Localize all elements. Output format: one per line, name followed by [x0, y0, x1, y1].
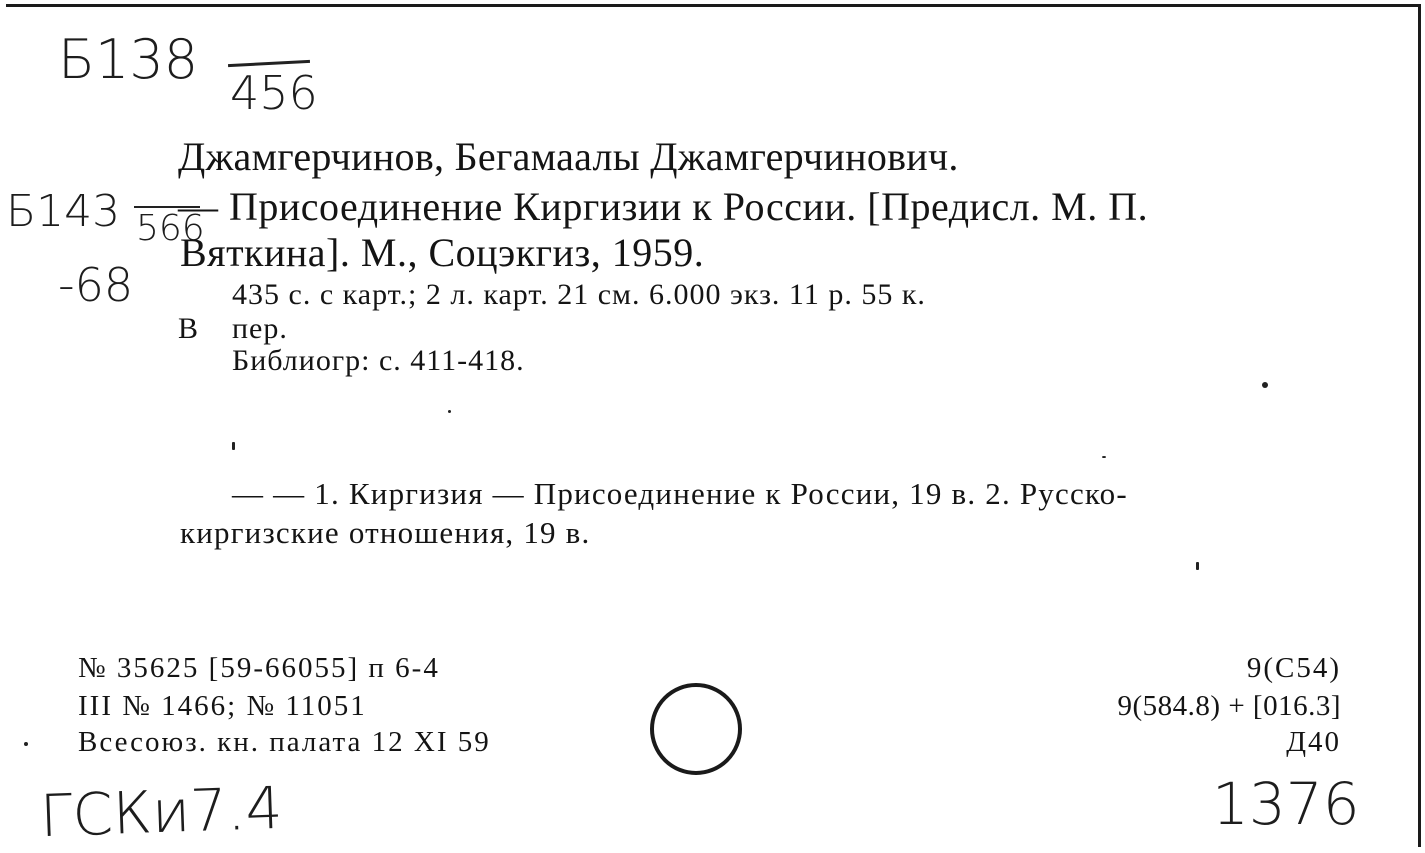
- scan-speck: [24, 742, 28, 746]
- scan-speck: [1102, 456, 1106, 458]
- author-mark: Д40: [1286, 726, 1341, 758]
- title-line-2: Вяткина]. М., Соцэкгиз, 1959.: [180, 230, 705, 275]
- scan-speck: [1196, 562, 1199, 570]
- handwritten-shelfmark-top-denominator: 456: [230, 66, 318, 120]
- title-line-1: — Присоединение Киргизии к России. [Предисл. М. П.: [178, 184, 1149, 229]
- subjects-line-2: киргизские отношения, 19 в.: [180, 515, 591, 550]
- handwritten-shelfmark-side: Б143: [6, 186, 121, 237]
- binding-prefix: В: [178, 312, 200, 345]
- handwritten-shelfmark-side-suffix: -68: [58, 258, 134, 312]
- subjects-line-1: — — 1. Киргизия — Присоединение к России, 19 в. 2. Русско-: [232, 476, 1128, 511]
- bibliography-note: Библиогр: с. 411-418.: [232, 344, 525, 377]
- footer-registry-number: № 35625 [59-66055] п 6-4: [78, 652, 440, 684]
- footer-chamber: Всесоюз. кн. палата 12 XI 59: [78, 726, 491, 758]
- author-heading: Джамгерчинов, Бегамаалы Джамгерчинович.: [178, 134, 959, 179]
- scan-speck: [232, 442, 235, 450]
- scan-speck: [1262, 382, 1268, 388]
- handwritten-note-bottom-left: ГСКи7.4: [38, 773, 284, 851]
- handwritten-shelfmark-side-denominator: 566: [136, 208, 205, 249]
- binding-line: пер.: [232, 312, 288, 345]
- footer-print-number: III № 1466; № 11051: [78, 690, 367, 722]
- handwritten-shelfmark-top: Б138: [58, 28, 199, 91]
- hole-punch-circle: [650, 683, 742, 775]
- collation-line: 435 с. с карт.; 2 л. карт. 21 см. 6.000 экз. 11 р. 55 к.: [232, 278, 926, 311]
- classification-1: 9(С54): [1246, 652, 1341, 684]
- handwritten-number-bottom-right: 1376: [1212, 770, 1360, 838]
- scan-speck: [448, 410, 451, 413]
- classification-2: 9(584.8) + [016.3]: [1117, 690, 1341, 722]
